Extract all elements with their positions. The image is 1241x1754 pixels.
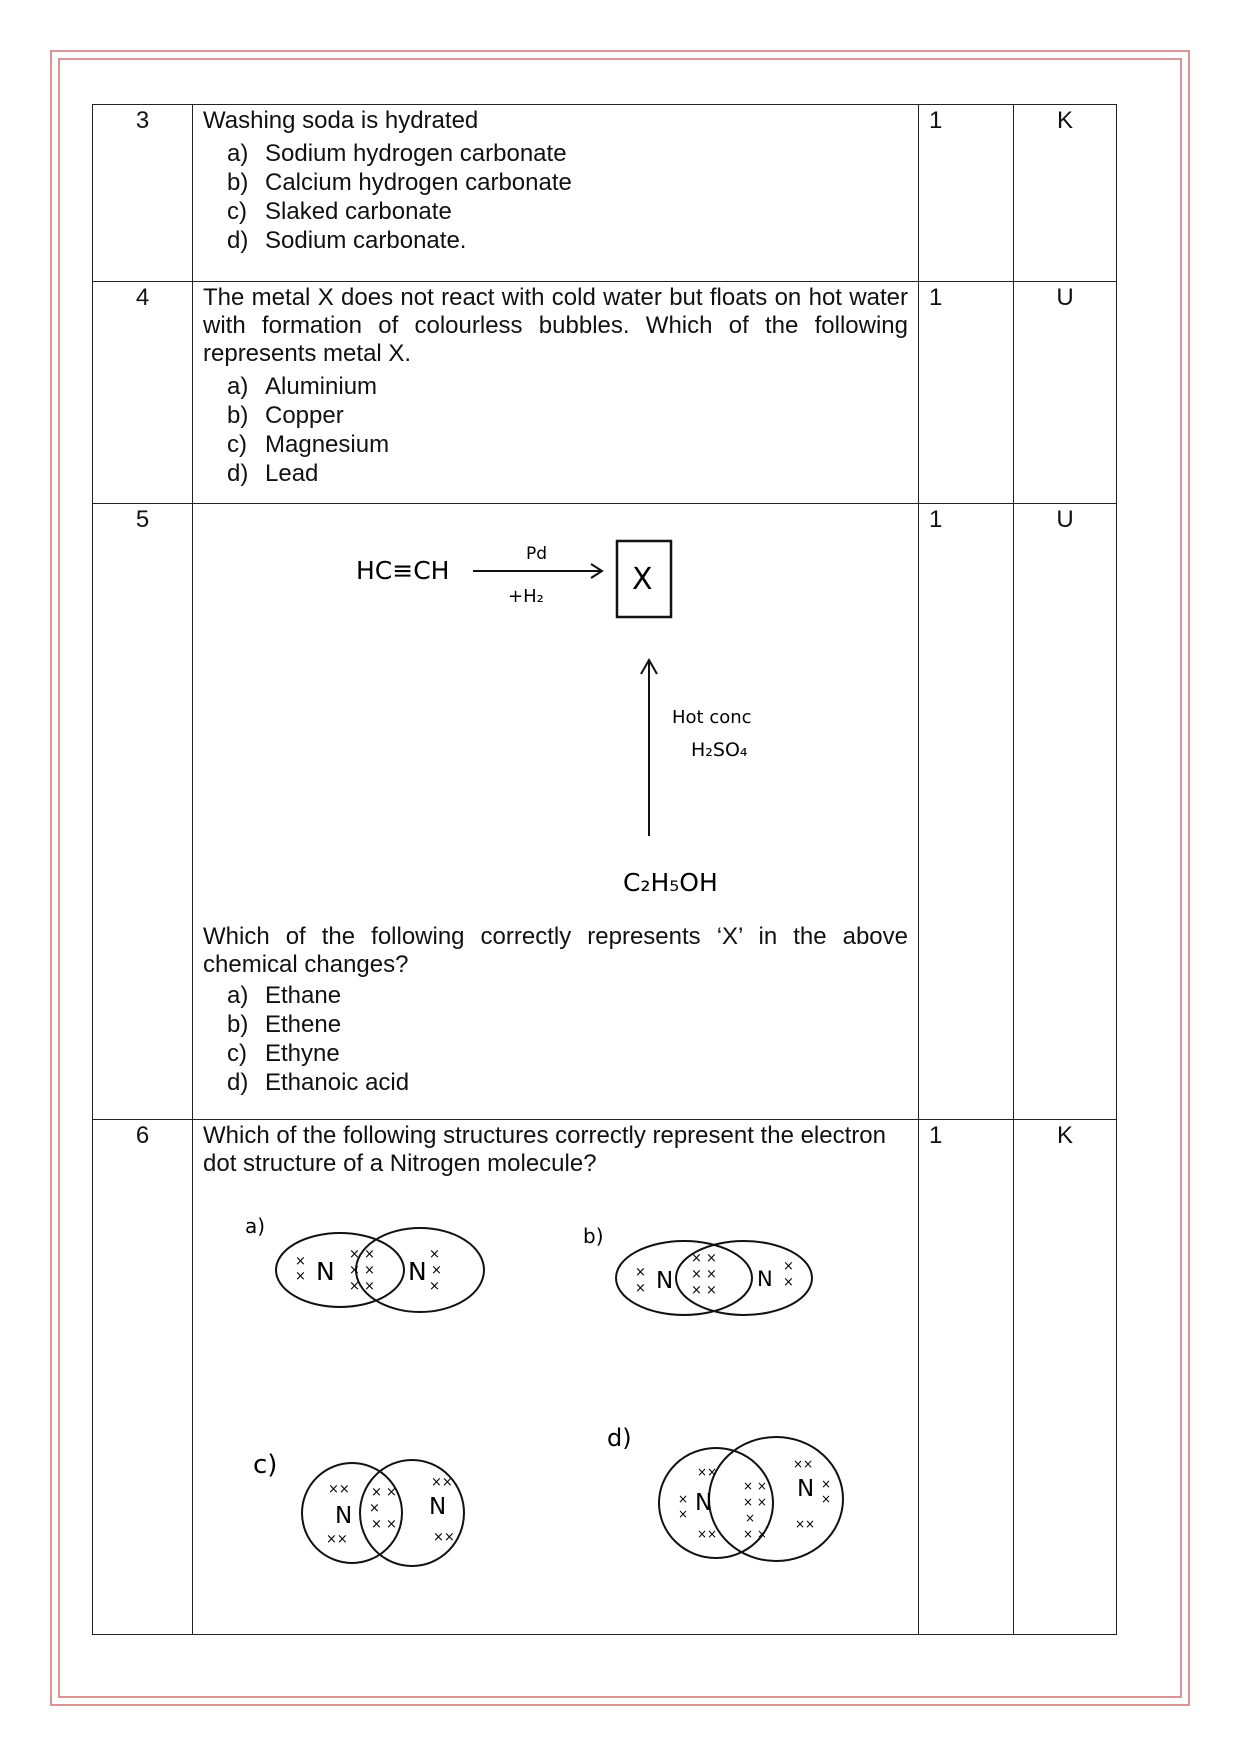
option-list (227, 981, 908, 1097)
option-item (227, 1010, 908, 1039)
electron-marks: ×× (433, 1530, 455, 1545)
question-text: Which of the following correctly represents ‘X’ in the above chemical changes? (203, 923, 908, 978)
option-item (227, 1068, 908, 1097)
question-row (93, 504, 1117, 1120)
electron-marks: × (678, 1492, 689, 1506)
question-text: The metal X does not react with cold water but floats on hot water with formation of colourless bubbles. Which of the following represents metal X. (203, 284, 908, 367)
electron-marks: × (429, 1247, 440, 1262)
option-item (227, 168, 908, 197)
atom-symbol: N (316, 1257, 335, 1286)
reagent-label: +H₂ (508, 586, 544, 607)
option-item (227, 139, 908, 168)
option-letter: d) (227, 1069, 249, 1096)
product-label: X (632, 562, 653, 597)
category-cell: U (1014, 504, 1117, 1120)
marks-cell: 1 (919, 1120, 1014, 1635)
question-row (93, 282, 1117, 504)
option-text: Slaked carbonate (265, 198, 452, 225)
option-text: Lead (265, 460, 319, 487)
option-letter: d) (227, 460, 249, 487)
electron-marks: × × (349, 1247, 375, 1262)
option-letter: c) (227, 431, 247, 458)
option-text: Ethyne (265, 1040, 340, 1067)
structure-label: c) (253, 1450, 278, 1480)
option-text: Ethene (265, 1011, 342, 1038)
marks-cell: 1 (919, 282, 1014, 504)
electron-marks: × × (743, 1495, 767, 1509)
electron-marks: × (635, 1265, 646, 1280)
structure-d (607, 1424, 843, 1561)
option-text: Ethane (265, 982, 342, 1009)
electron-marks: ×× (793, 1457, 814, 1471)
option-letter: a) (227, 373, 249, 400)
question-body (193, 504, 919, 1120)
question-text: Which of the following structures correctly represent the electron dot structure of a Nitrogen molecule? (203, 1122, 886, 1177)
electron-marks: × × (743, 1479, 767, 1493)
electron-marks: × (431, 1263, 442, 1278)
question-number: 3 (93, 105, 193, 282)
atom-symbol: N (429, 1494, 447, 1520)
electron-marks: × × (691, 1283, 717, 1298)
option-text: Sodium carbonate. (265, 227, 467, 254)
category-cell: U (1014, 282, 1117, 504)
question-number: 6 (93, 1120, 193, 1635)
option-item (227, 401, 908, 430)
structure-label: b) (583, 1224, 604, 1248)
option-text: Sodium hydrogen carbonate (265, 140, 567, 167)
option-item (227, 372, 908, 401)
electron-marks: × × (691, 1251, 717, 1266)
structure-label: d) (607, 1424, 632, 1452)
question-body (193, 282, 919, 504)
question-body (193, 105, 919, 282)
electron-marks: × (821, 1477, 832, 1491)
structure-label: a) (245, 1214, 266, 1238)
electron-marks: ×× (431, 1475, 453, 1490)
electron-dot-structures (203, 1178, 903, 1608)
marks-cell: 1 (919, 105, 1014, 282)
electron-marks: × × (691, 1267, 717, 1282)
category-cell: K (1014, 105, 1117, 282)
atom-symbol: N (695, 1490, 713, 1516)
electron-marks: × (678, 1507, 689, 1521)
structure-c (253, 1450, 464, 1566)
marks-cell: 1 (919, 504, 1014, 1120)
option-item (227, 430, 908, 459)
reaction-diagram (203, 506, 903, 916)
option-item (227, 226, 908, 255)
condition-label-1: Hot conc (672, 707, 752, 728)
electron-marks: × × (371, 1485, 397, 1500)
option-text: Copper (265, 402, 344, 429)
catalyst-label: Pd (526, 544, 548, 564)
option-item (227, 1039, 908, 1068)
electron-marks: × (369, 1501, 380, 1516)
electron-marks: × (295, 1254, 306, 1269)
option-item (227, 459, 908, 488)
question-body (193, 1120, 919, 1635)
option-letter: b) (227, 402, 249, 429)
option-letter: b) (227, 1011, 249, 1038)
option-letter: b) (227, 169, 249, 196)
start-compound-label: C₂H₅OH (623, 868, 718, 897)
atom-symbol: N (408, 1257, 427, 1286)
option-item (227, 197, 908, 226)
question-number: 4 (93, 282, 193, 504)
option-item (227, 981, 908, 1010)
atom-symbol: N (335, 1503, 353, 1529)
electron-marks: ×× (795, 1517, 816, 1531)
atom-symbol: N (797, 1476, 815, 1502)
option-letter: a) (227, 982, 249, 1009)
question-row (93, 105, 1117, 282)
electron-marks: × (429, 1279, 440, 1294)
electron-marks: × (783, 1259, 794, 1274)
electron-marks: ×× (697, 1465, 718, 1479)
option-letter: a) (227, 140, 249, 167)
option-letter: c) (227, 1040, 247, 1067)
category-cell: K (1014, 1120, 1117, 1635)
electron-marks: × (635, 1281, 646, 1296)
option-list (227, 372, 908, 488)
option-text: Magnesium (265, 431, 390, 458)
question-text: Washing soda is hydrated (203, 107, 479, 134)
structure-a (245, 1214, 484, 1312)
condition-label-2: H₂SO₄ (691, 739, 748, 761)
electron-marks: × × (349, 1263, 375, 1278)
electron-marks: × × (349, 1279, 375, 1294)
option-text: Aluminium (265, 373, 378, 400)
electron-marks: × (745, 1511, 756, 1525)
electron-marks: × × (371, 1517, 397, 1532)
atom-symbol: N (757, 1267, 773, 1291)
electron-marks: ×× (328, 1482, 350, 1497)
option-text: Calcium hydrogen carbonate (265, 169, 572, 196)
atom-symbol: N (656, 1268, 674, 1294)
electron-marks: × (295, 1269, 306, 1284)
option-text: Ethanoic acid (265, 1069, 410, 1096)
electron-marks: ×× (326, 1532, 348, 1547)
structure-b (583, 1224, 812, 1315)
option-list (227, 139, 908, 255)
reactant-label: HC≡CH (356, 556, 450, 585)
question-number: 5 (93, 504, 193, 1120)
electron-marks: × (821, 1492, 832, 1506)
electron-marks: × × (743, 1527, 767, 1541)
electron-marks: ×× (697, 1527, 718, 1541)
question-row (93, 1120, 1117, 1635)
question-table (92, 104, 1117, 1635)
electron-marks: × (783, 1275, 794, 1290)
option-letter: c) (227, 198, 247, 225)
option-letter: d) (227, 227, 249, 254)
